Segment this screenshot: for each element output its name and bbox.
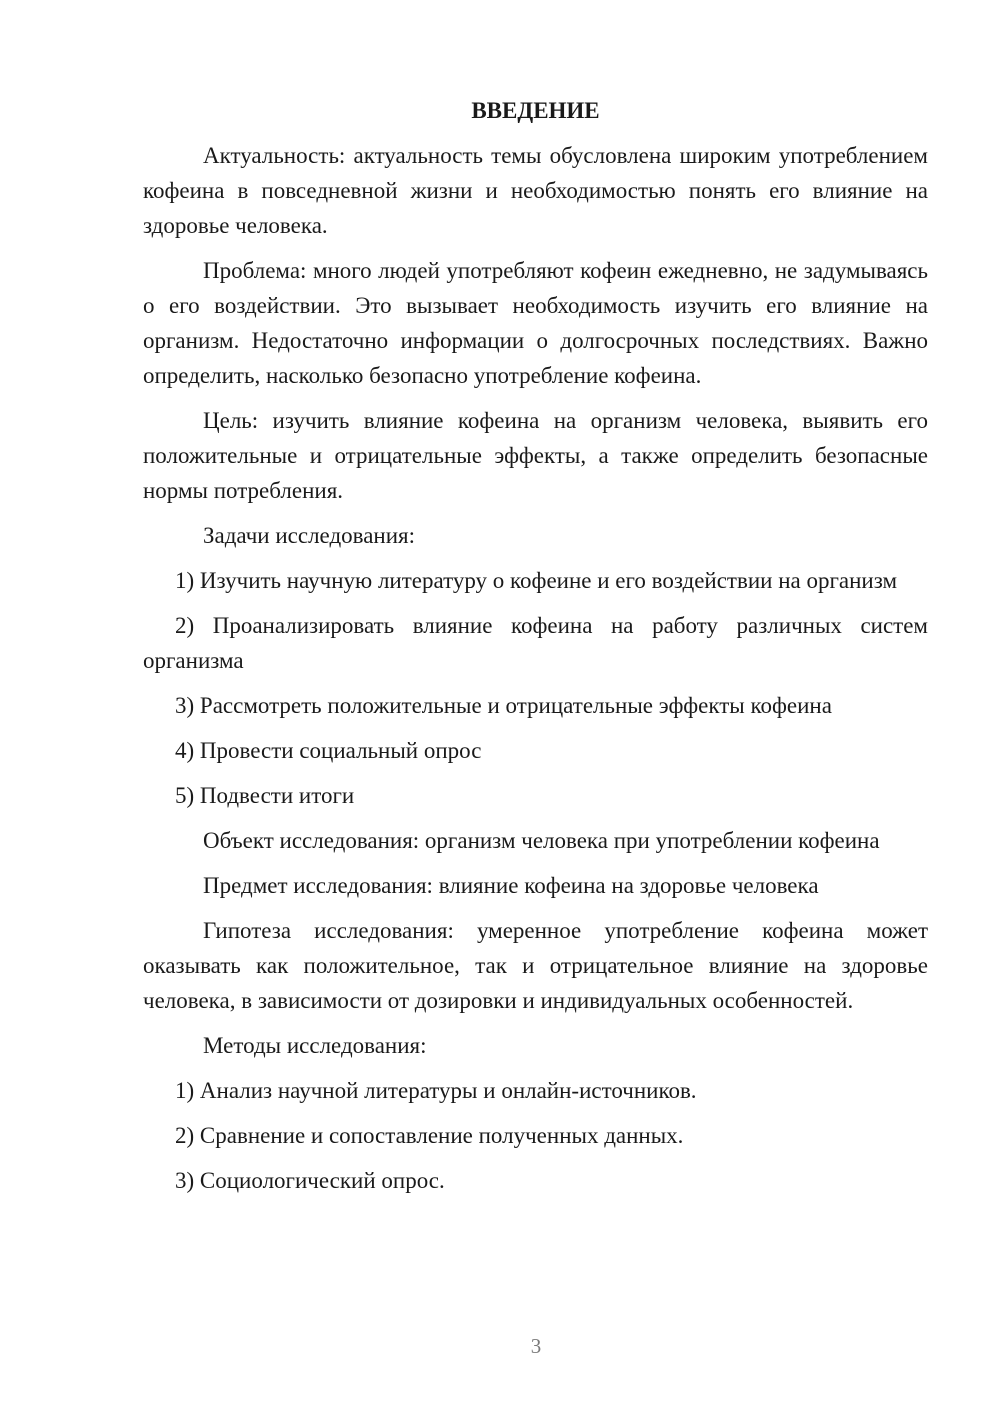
list-item-method-2: 2) Сравнение и сопоставление полученных данных. — [175, 1123, 684, 1148]
paragraph-tasks-heading: Задачи исследования: — [203, 523, 416, 548]
list-item-task-2: 2) Проанализировать влияние кофеина на работу различных систем организма — [143, 613, 928, 673]
list-item-task-3: 3) Рассмотреть положительные и отрицательные эффекты кофеина — [175, 693, 832, 718]
paragraph-goal: Цель: изучить влияние кофеина на организм человека, выявить его положительные и отрицательные эффекты, а также определить безопасные нормы потребления. — [143, 408, 928, 503]
paragraph-object: Объект исследования: организм человека при употреблении кофеина — [203, 828, 880, 853]
paragraph-relevance: Актуальность: актуальность темы обусловлена широким употреблением кофеина в повседневной жизни и необходимостью понять его влияние на здоровье человека. — [143, 143, 928, 238]
section-title: ВВЕДЕНИЕ — [471, 98, 600, 123]
paragraph-problem: Проблема: много людей употребляют кофеин ежедневно, не задумываясь о его воздействии. Это вызывает необходимость изучить его влияние на организм. Недостаточно информации о долгосрочных последствиях. Важно определить, насколько безопасно употребление кофеина. — [143, 258, 928, 388]
page-content — [143, 94, 928, 1208]
list-item-method-3: 3) Социологический опрос. — [175, 1168, 445, 1193]
paragraph-methods-heading: Методы исследования: — [203, 1033, 427, 1058]
paragraph-hypothesis: Гипотеза исследования: умеренное употребление кофеина может оказывать как положительное, так и отрицательное влияние на здоровье человека, в зависимости от дозировки и индивидуальных особенностей. — [143, 918, 928, 1013]
list-item-task-1: 1) Изучить научную литературу о кофеине и его воздействии на организм — [175, 568, 898, 593]
page-number: 3 — [530, 1334, 542, 1358]
list-item-task-4: 4) Провести социальный опрос — [175, 738, 482, 763]
list-item-method-1: 1) Анализ научной литературы и онлайн-источников. — [175, 1078, 697, 1103]
paragraph-subject: Предмет исследования: влияние кофеина на здоровье человека — [203, 873, 819, 898]
list-item-task-5: 5) Подвести итоги — [175, 783, 355, 808]
